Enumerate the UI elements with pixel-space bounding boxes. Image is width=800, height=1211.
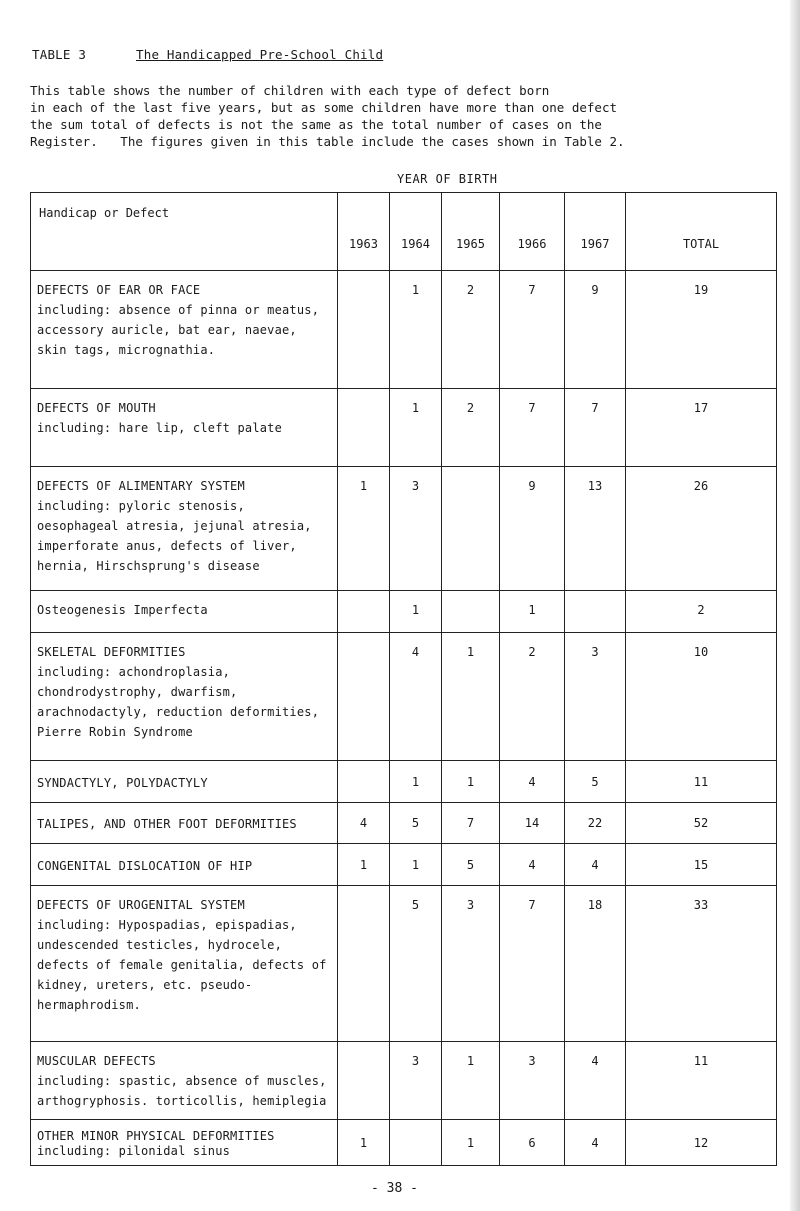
table-row — [31, 591, 777, 633]
defect-name: SKELETAL DEFORMITIES — [37, 645, 186, 659]
year-count-cell: 1 — [338, 844, 390, 886]
year-count-cell: 4 — [565, 1042, 626, 1120]
table-row — [31, 761, 777, 803]
year-count-cell — [565, 591, 626, 633]
defect-name: SYNDACTYLY, POLYDACTYLY — [37, 775, 208, 790]
year-count-cell: 4 — [390, 633, 442, 761]
defect-detail: including: pyloric stenosis, oesophageal atresia, jejunal atresia, imperforate anus, defects of liver, hernia, Hirschsprung's disease — [37, 499, 312, 573]
year-count-cell: 2 — [500, 633, 565, 761]
defect-detail: including: Hypospadias, epispadias, undescended testicles, hydrocele, defects of female genitalia, defects of kidney, ureters, etc. pseudo-hermaphrodism. — [37, 918, 327, 1012]
year-count-cell — [338, 389, 390, 467]
total-count-cell: 11 — [626, 1042, 777, 1120]
year-count-cell: 7 — [500, 271, 565, 389]
year-count-cell: 1 — [442, 1120, 500, 1166]
defect-name: DEFECTS OF UROGENITAL SYSTEM — [37, 898, 245, 912]
defect-name: DEFECTS OF EAR OR FACE — [37, 283, 201, 297]
defect-detail: including: absence of pinna or meatus, accessory auricle, bat ear, naevae, skin tags, micrognathia. — [37, 303, 320, 357]
year-count-cell — [442, 591, 500, 633]
year-count-cell: 4 — [565, 844, 626, 886]
year-count-cell: 3 — [500, 1042, 565, 1120]
total-count-cell: 52 — [626, 803, 777, 844]
defect-name: TALIPES, AND OTHER FOOT DEFORMITIES — [37, 817, 297, 831]
total-count-cell: 11 — [626, 761, 777, 803]
defect-detail: including: hare lip, cleft palate — [37, 421, 283, 435]
year-count-cell: 9 — [500, 467, 565, 591]
column-header-year: 1963 — [338, 193, 390, 271]
year-count-cell — [338, 1042, 390, 1120]
defect-name: OTHER MINOR PHYSICAL DEFORMITIES — [37, 1129, 275, 1143]
year-count-cell: 5 — [565, 761, 626, 803]
year-count-cell: 3 — [390, 467, 442, 591]
total-count-cell: 33 — [626, 886, 777, 1042]
defect-name: DEFECTS OF ALIMENTARY SYSTEM — [37, 479, 245, 493]
defect-name: CONGENITAL DISLOCATION OF HIP — [37, 858, 253, 873]
year-count-cell: 1 — [390, 591, 442, 633]
defect-name: Osteogenesis Imperfecta — [37, 603, 208, 617]
defect-label-cell — [31, 1042, 338, 1120]
total-count-cell: 17 — [626, 389, 777, 467]
year-count-cell: 18 — [565, 886, 626, 1042]
year-count-cell: 7 — [500, 886, 565, 1042]
year-count-cell: 3 — [442, 886, 500, 1042]
year-count-cell: 1 — [442, 633, 500, 761]
table-row — [31, 1120, 777, 1166]
year-count-cell: 1 — [338, 1120, 390, 1166]
handicap-table — [30, 192, 777, 1166]
intro-line: This table shows the number of children with each type of defect born — [30, 83, 550, 98]
intro-line: in each of the last five years, but as some children have more than one defect — [30, 100, 617, 115]
year-count-cell: 5 — [390, 886, 442, 1042]
year-count-cell: 7 — [442, 803, 500, 844]
year-count-cell: 14 — [500, 803, 565, 844]
table-row — [31, 271, 777, 389]
page-number: - 38 - — [371, 1181, 418, 1196]
total-count-cell: 12 — [626, 1120, 777, 1166]
defect-label-cell — [31, 591, 338, 633]
column-header-year: 1965 — [442, 193, 500, 271]
year-count-cell — [338, 633, 390, 761]
column-header-year: 1967 — [565, 193, 626, 271]
year-count-cell: 4 — [500, 761, 565, 803]
year-count-cell: 3 — [390, 1042, 442, 1120]
column-header-year: 1966 — [500, 193, 565, 271]
defect-label-cell — [31, 467, 338, 591]
column-header-year: 1964 — [390, 193, 442, 271]
year-count-cell: 1 — [442, 761, 500, 803]
year-count-cell: 22 — [565, 803, 626, 844]
year-count-cell — [390, 1120, 442, 1166]
table-row — [31, 633, 777, 761]
table-header — [32, 47, 383, 62]
year-count-cell: 3 — [565, 633, 626, 761]
total-count-cell: 2 — [626, 591, 777, 633]
defect-label-cell — [31, 633, 338, 761]
table-header-row — [31, 193, 777, 271]
table-row — [31, 844, 777, 886]
column-header-defect: Handicap or Defect — [31, 193, 338, 271]
year-count-cell: 7 — [500, 389, 565, 467]
defect-detail: including: achondroplasia, chondrodystrophy, dwarfism, arachnodactyly, reduction deformities, Pierre Robin Syndrome — [37, 665, 320, 739]
year-count-cell: 1 — [390, 844, 442, 886]
year-count-cell — [338, 761, 390, 803]
total-count-cell: 15 — [626, 844, 777, 886]
total-count-cell: 26 — [626, 467, 777, 591]
intro-line: the sum total of defects is not the same as the total number of cases on the — [30, 117, 602, 132]
defect-detail: including: spastic, absence of muscles, arthogryphosis. torticollis, hemiplegia — [37, 1074, 327, 1108]
year-count-cell: 6 — [500, 1120, 565, 1166]
year-count-cell: 5 — [390, 803, 442, 844]
year-count-cell: 7 — [565, 389, 626, 467]
defect-detail: including: pilonidal sinus — [37, 1144, 231, 1158]
defect-label-cell — [31, 389, 338, 467]
year-count-cell — [442, 467, 500, 591]
year-of-birth-header: YEAR OF BIRTH — [397, 172, 498, 186]
year-count-cell: 2 — [442, 389, 500, 467]
table-row — [31, 886, 777, 1042]
defect-label-cell — [31, 803, 338, 844]
defect-label-cell — [31, 1120, 338, 1166]
year-count-cell — [338, 886, 390, 1042]
table-row — [31, 803, 777, 844]
year-count-cell: 13 — [565, 467, 626, 591]
year-count-cell: 4 — [338, 803, 390, 844]
defect-label-cell — [31, 761, 338, 803]
year-count-cell: 1 — [442, 1042, 500, 1120]
table-title: The Handicapped Pre-School Child — [136, 47, 384, 62]
column-header-total: TOTAL — [626, 193, 777, 271]
year-count-cell: 4 — [500, 844, 565, 886]
defect-name: DEFECTS OF MOUTH — [37, 401, 156, 415]
year-count-cell: 1 — [500, 591, 565, 633]
year-count-cell: 1 — [390, 271, 442, 389]
year-count-cell: 5 — [442, 844, 500, 886]
table-number: TABLE 3 — [32, 47, 87, 62]
intro-paragraph — [30, 82, 760, 150]
defect-name: MUSCULAR DEFECTS — [37, 1054, 156, 1068]
table-row — [31, 467, 777, 591]
year-count-cell: 4 — [565, 1120, 626, 1166]
table-row — [31, 389, 777, 467]
year-count-cell: 1 — [390, 761, 442, 803]
intro-line: Register. The figures given in this table include the cases shown in Table 2. — [30, 134, 625, 149]
year-count-cell: 9 — [565, 271, 626, 389]
page-edge-shadow — [790, 0, 800, 1211]
year-count-cell: 1 — [390, 389, 442, 467]
defect-label-cell — [31, 844, 338, 886]
total-count-cell: 19 — [626, 271, 777, 389]
year-count-cell — [338, 271, 390, 389]
year-count-cell — [338, 591, 390, 633]
total-count-cell: 10 — [626, 633, 777, 761]
year-count-cell: 1 — [338, 467, 390, 591]
defect-label-cell — [31, 271, 338, 389]
year-count-cell: 2 — [442, 271, 500, 389]
table-row — [31, 1042, 777, 1120]
defect-label-cell — [31, 886, 338, 1042]
